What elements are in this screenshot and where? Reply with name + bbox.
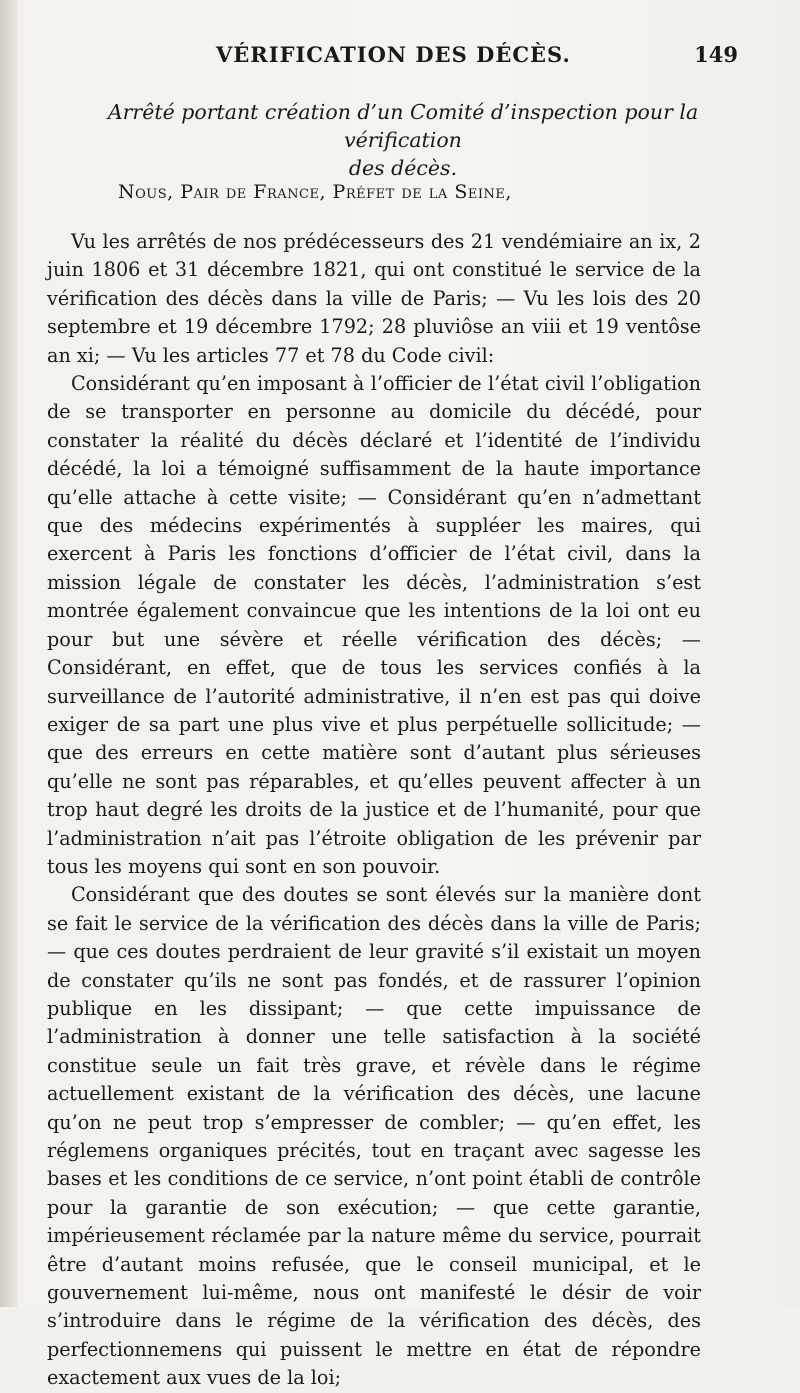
binding-shadow [0,0,18,1307]
decree-title-line-1: Arrêté portant création d’un Comité d’inspection pour la vérification [107,100,699,152]
decree-opening: Nous, Pair de France, Préfet de la Seine, [118,181,512,203]
page-number: 149 [694,42,738,67]
paragraph: Vu les arrêtés de nos prédécesseurs des 21 vendémiaire an ix, 2 juin 1806 et 31 décembre 1821, qui ont constitué le service de la vérification des décès dans la ville de Paris; — Vu les lois des 20 septembre et 19 décembre 1792; 28 pluviôse an viii et 19 ventôse an xi; — Vu les articles 77 et 78 du Code civil: [47,230,701,367]
paragraph: Considérant que des doutes se sont élevés sur la manière dont se fait le service de la vérification des décès dans la ville de Paris; — que ces doutes perdraient de leur gravité s’il existait un moyen de constater qu’ils ne sont pas fondés, et de rassurer l’opinion publique en les dissipant; — que cette impuissance de l’administration à donner une telle satisfaction à la société constitue seule un fait très grave, et révèle dans le régime actuellement existant de la vérification des décès, une lacune qu’on ne peut trop s’empresser de combler; — qu’en effet, les réglemens organiques précités, tout en traçant avec sagesse les bases et les conditions de ce service, n’ont point établi de contrôle pour la garantie de son exécution; — que cette garantie, impérieusement réclamée par la nature même du service, pourrait être d’autant moins refusée, que le conseil municipal, et le gouvernement lui-même, nous ont manifesté le désir de voir s’introduire dans le régime de la vérification des décès, des perfectionnemens qui puissent le mettre en état de répondre exactement aux vues de la loi; [47,883,701,1390]
page-header [48,38,748,72]
decree-title [48,98,758,182]
paragraph: Considérant qu’en imposant à l’officier de l’état civil l’obligation de se transporter en personne au domicile du décédé, pour constater la réalité du décès déclaré et l’identité de l’individu décédé, la loi a témoigné suffisamment de la haute importance qu’elle attache à cette visite; — Considérant qu’en n’admettant que des médecins expérimentés à suppléer les maires, qui exercent à Paris les fonctions d’officier de l’état civil, dans la mission légale de constater les décès, l’administration s’est montrée également convaincue que les intentions de la loi ont eu pour but une sévère et réelle vérification des décès; — Considérant, en effet, que de tous les services confiés à la surveillance de l’autorité administrative, il n’en est pas qui doive exiger de sa part une plus vive et plus perpétuelle sollicitude; — que des erreurs en cette matière sont d’autant plus sérieuses qu’elle ne sont pas réparables, et qu’elles peuvent affecter à un trop haut degré les droits de la justice et de l’humanité, pour que l’administration n’ait pas l’étroite obligation de les prévenir par tous les moyens qui sont en son pouvoir. [47,372,701,878]
decree-title-line-2: des décès. [348,156,458,180]
running-head: VÉRIFICATION DES DÉCÈS. [216,42,571,67]
body-text [47,228,701,1393]
